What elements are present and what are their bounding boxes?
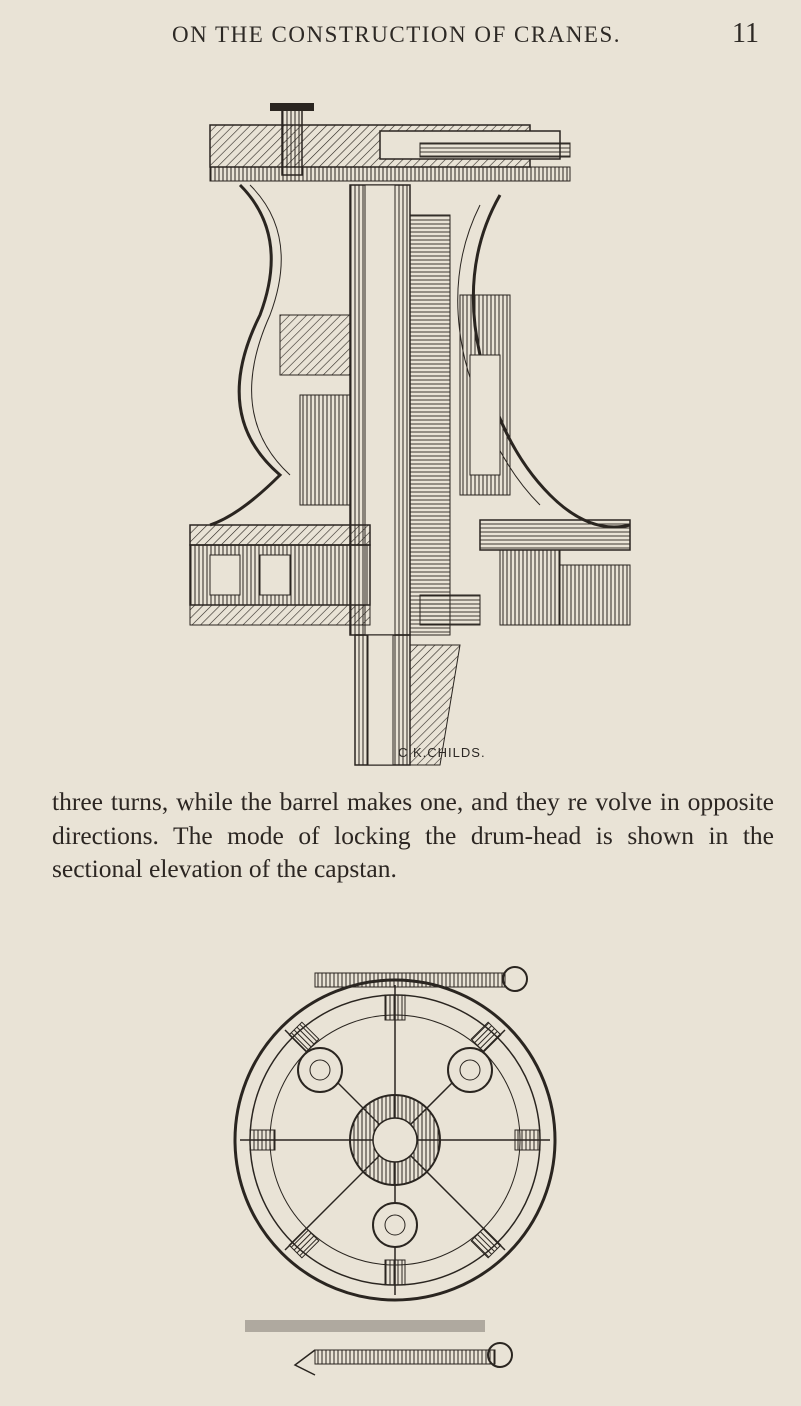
gear-plan-drawing — [225, 965, 565, 1385]
capstan-gear-plan-figure — [225, 965, 565, 1385]
running-head: ON THE CONSTRUCTION OF CRANES. — [172, 22, 622, 47]
capstan-elevation-drawing — [170, 95, 640, 775]
capstan-sectional-elevation-figure — [170, 95, 640, 775]
body-paragraph: three turns, while the barrel makes one, and they re volve in opposite directions. The mode of locking the drum-head is shown in the sectional elevation of the capstan. — [52, 787, 774, 883]
page-number: 11 — [732, 18, 759, 49]
engraver-signature: C.K.CHILDS. — [398, 745, 486, 760]
